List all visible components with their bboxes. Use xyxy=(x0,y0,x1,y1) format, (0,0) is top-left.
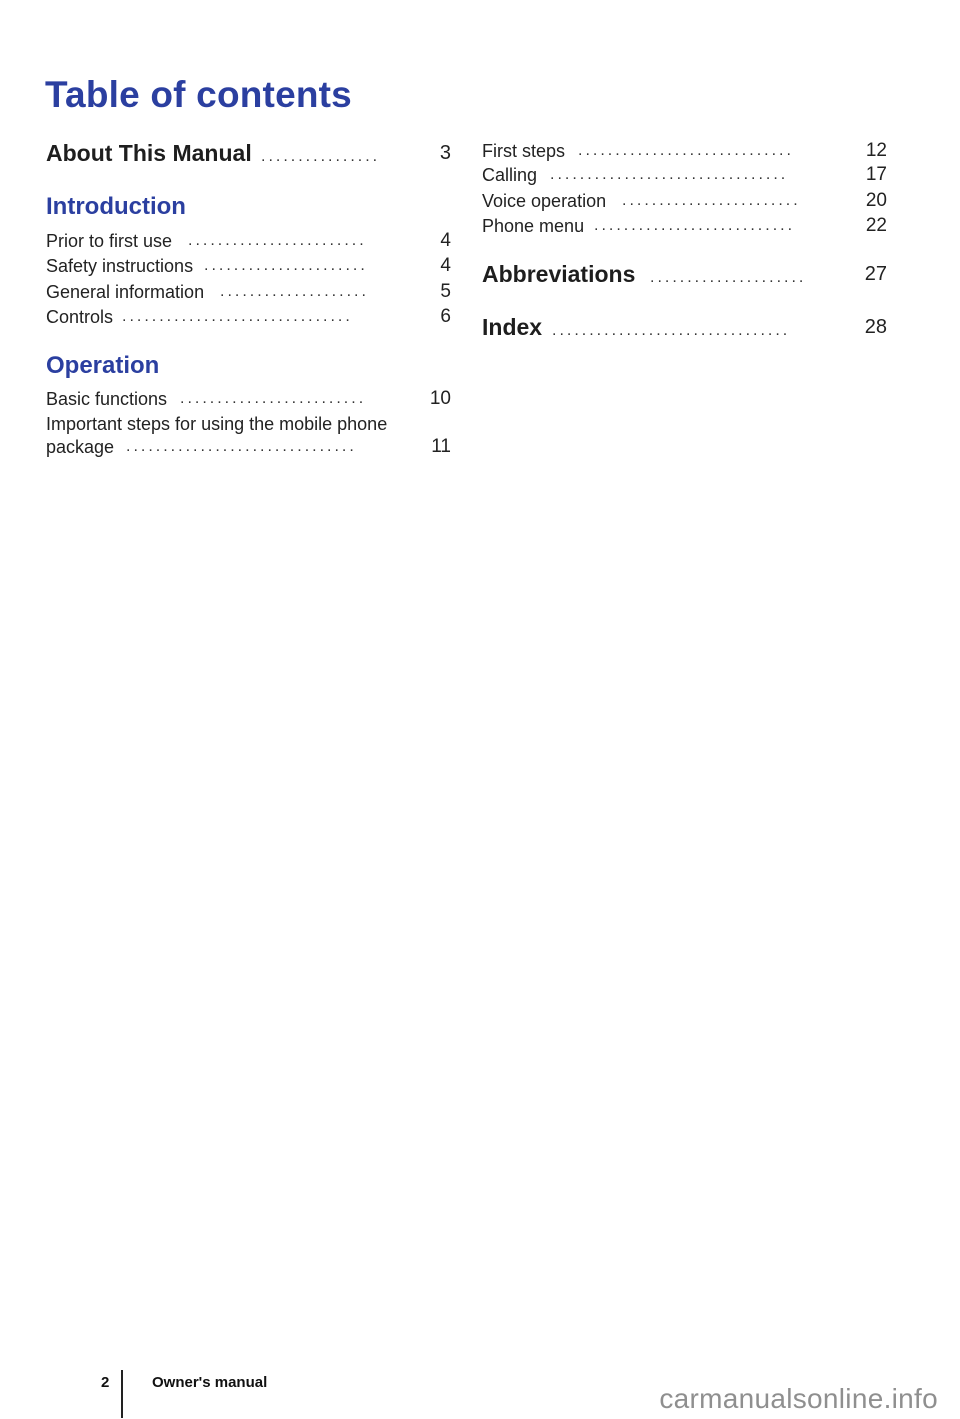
toc-entry-page: 12 xyxy=(865,140,887,161)
toc-left-column xyxy=(46,0,451,1419)
toc-entry-page: 4 xyxy=(440,255,451,276)
toc-leader-dots: ...................... xyxy=(204,257,368,274)
footer-divider xyxy=(121,1370,123,1418)
toc-leader-dots: ................................ xyxy=(552,322,791,339)
toc-entry-label: Calling xyxy=(482,165,538,185)
toc-entry-phone-menu[interactable] xyxy=(482,214,887,240)
toc-entry-label: Index xyxy=(482,314,543,340)
toc-entry-label: Prior to first use xyxy=(46,231,173,251)
toc-entry-page: 4 xyxy=(440,230,451,251)
toc-leader-dots: ............................. xyxy=(578,142,794,159)
toc-right-column xyxy=(482,0,887,1419)
toc-entry-about-this-manual[interactable] xyxy=(46,141,451,167)
toc-entry-safety-instructions[interactable] xyxy=(46,254,451,280)
toc-leader-dots: .................... xyxy=(220,283,369,300)
toc-leader-dots: ........................ xyxy=(622,192,801,209)
toc-leader-dots: ................ xyxy=(261,148,381,165)
toc-entry-abbreviations[interactable] xyxy=(482,262,887,288)
toc-entry-page: 20 xyxy=(865,190,887,211)
toc-entry-page: 6 xyxy=(440,306,451,327)
toc-entry-prior-to-first-use[interactable] xyxy=(46,229,451,255)
toc-entry-label: General information xyxy=(46,282,205,302)
toc-entry-voice-operation[interactable] xyxy=(482,189,887,215)
toc-entry-page: 22 xyxy=(865,215,887,236)
toc-entry-page: 17 xyxy=(865,164,887,185)
toc-entry-important-steps[interactable] xyxy=(46,412,451,462)
toc-entry-label: Voice operation xyxy=(482,191,607,211)
toc-entry-label: Basic functions xyxy=(46,389,168,409)
toc-leader-dots: ............................... xyxy=(126,438,357,455)
toc-leader-dots: ............................... xyxy=(122,308,353,325)
toc-entry-first-steps[interactable] xyxy=(482,139,887,165)
toc-leader-dots: ..................... xyxy=(650,269,807,286)
toc-entry-page: 28 xyxy=(864,316,887,338)
toc-entry-basic-functions[interactable] xyxy=(46,387,451,413)
toc-entry-label: Controls xyxy=(46,307,114,327)
toc-leader-dots: ........................ xyxy=(188,232,367,249)
toc-leader-dots: ........................... xyxy=(594,217,796,234)
toc-entry-general-information[interactable] xyxy=(46,280,451,306)
section-heading-operation: Operation xyxy=(46,352,160,379)
toc-entry-page: 11 xyxy=(431,436,451,457)
toc-leader-dots: ......................... xyxy=(180,390,367,407)
toc-entry-label-line1: Important steps for using the mobile phone xyxy=(46,414,388,434)
section-heading-introduction: Introduction xyxy=(46,193,186,220)
toc-entry-label: First steps xyxy=(482,141,566,161)
toc-entry-label: Safety instructions xyxy=(46,256,194,276)
toc-entry-page: 27 xyxy=(864,263,887,285)
toc-entry-page: 3 xyxy=(439,142,451,164)
toc-entry-page: 10 xyxy=(429,388,451,409)
toc-entry-label: Phone menu xyxy=(482,216,585,236)
toc-leader-dots: ................................ xyxy=(550,166,789,183)
footer-page-number: 2 xyxy=(101,1374,110,1391)
toc-entry-page: 5 xyxy=(440,281,451,302)
toc-entry-controls[interactable] xyxy=(46,305,451,331)
toc-entry-label: Abbreviations xyxy=(482,261,636,287)
page-title: Table of contents xyxy=(45,74,352,115)
toc-entry-label: About This Manual xyxy=(46,140,252,166)
toc-entry-index[interactable] xyxy=(482,315,887,341)
watermark: carmanualsonline.info xyxy=(659,1383,938,1414)
toc-entry-label: package xyxy=(46,437,115,457)
toc-entry-calling[interactable] xyxy=(482,163,887,189)
footer-title: Owner's manual xyxy=(152,1374,268,1391)
